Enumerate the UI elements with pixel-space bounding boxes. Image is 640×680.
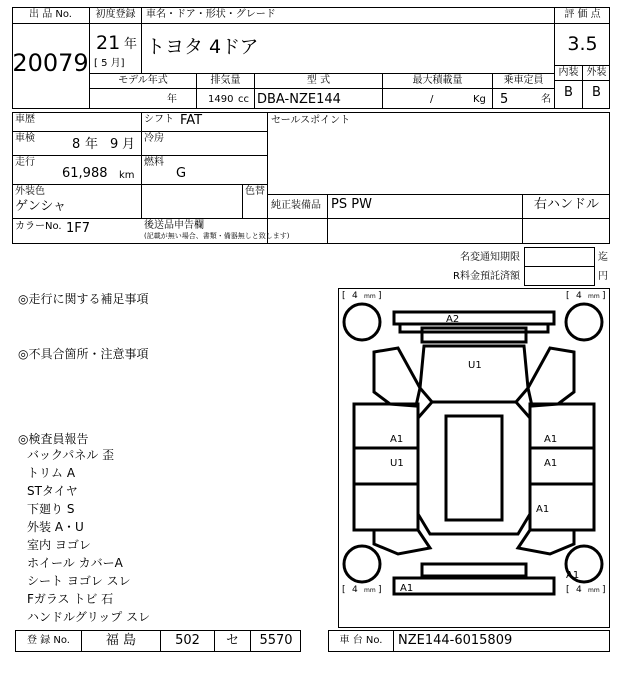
inspection-year-unit: 年 (85, 137, 99, 152)
genuine-equip-label: 純正装備品 (271, 200, 321, 211)
tire-front-left (344, 304, 380, 340)
defect-notes-title: ◎不具合箇所・注意事項 (18, 347, 149, 361)
inspector-line: ハンドルグリップ スレ (27, 610, 151, 624)
mark-hood: U1 (468, 360, 482, 371)
name-change-field (524, 247, 595, 267)
divider (554, 23, 610, 24)
tire-fr-open: [ (566, 291, 570, 301)
color-change-label: 色替 (245, 186, 265, 197)
tire-fl-unit: mm (364, 293, 376, 300)
max-load-label: 最大積載量 (412, 75, 463, 86)
shift-label: シフト (144, 114, 174, 125)
car-condition-diagram (338, 288, 610, 628)
tire-rr-depth: 4 (576, 585, 582, 595)
mileage: 61,988 (62, 166, 108, 181)
mark-left-front-fender: A1 (390, 434, 404, 445)
inspection-label: 車検 (15, 133, 35, 144)
tire-fl-close: ] (378, 291, 382, 301)
divider (267, 194, 610, 195)
mark-rear-bumper-left: A1 (400, 583, 414, 594)
chassis-label: 車 台 No. (339, 635, 383, 646)
first-reg-label: 初度登録 (95, 9, 136, 20)
mark-front-bumper: A2 (446, 314, 460, 325)
car-name: トヨタ 4ドア (146, 36, 259, 58)
capacity: 5 (500, 92, 509, 107)
inspector-line: Fガラス トビ 石 (27, 592, 114, 606)
genuine-equip: PS PW (331, 197, 372, 212)
exterior-grade: B (592, 85, 601, 100)
color-no: 1F7 (66, 221, 91, 236)
exterior-label: 外装 (586, 67, 607, 78)
ext-color: ゲンシャ (15, 199, 67, 214)
inspection-month-unit: 月 (122, 137, 136, 152)
model-year-unit: 年 (167, 94, 177, 105)
reg-number: 5570 (259, 633, 293, 648)
handle: 右ハンドル (533, 197, 599, 212)
inspector-line: STタイヤ (27, 484, 78, 498)
tire-rl-close: ] (378, 585, 382, 595)
inspection-month: 9 (110, 137, 119, 152)
tire-rl-open: [ (342, 585, 346, 595)
divider (242, 184, 243, 218)
reg-no-label: 登 録 No. (27, 635, 70, 646)
max-load-slash: / (430, 94, 434, 105)
inspector-line: トリム A (27, 466, 76, 480)
tire-rr-close: ] (602, 585, 606, 595)
capacity-label: 乗車定員 (503, 75, 544, 86)
tire-rl-unit: mm (364, 587, 376, 594)
tire-fl-label: [ (342, 291, 346, 301)
driving-notes-title: ◎走行に関する補足事項 (18, 292, 149, 306)
max-load-unit: Kg (473, 94, 486, 105)
divider (12, 218, 610, 219)
tire-rl-depth: 4 (352, 585, 358, 595)
divider (12, 184, 267, 185)
tire-front-right (566, 304, 602, 340)
interior-label: 内装 (558, 67, 579, 78)
model-year-label: モデル年式 (118, 75, 168, 86)
divider (327, 194, 328, 244)
tire-rear-left (344, 546, 380, 582)
lot-no-label: 出 品 No. (29, 9, 72, 20)
tire-rr-unit: mm (588, 587, 600, 594)
aircon-label: 冷房 (144, 133, 164, 144)
displacement: 1490 (208, 94, 234, 105)
tire-fr-unit: mm (588, 293, 600, 300)
mark-left-front-door: U1 (390, 458, 404, 469)
inspector-line: 下廻り S (27, 502, 75, 516)
divider (12, 131, 267, 132)
model-label: 型 式 (306, 75, 331, 86)
divider (89, 88, 554, 89)
inspector-line: シート ヨゴレ スレ (27, 574, 131, 588)
fuel: G (176, 166, 187, 181)
name-change-unit: 迄 (598, 252, 608, 263)
mark-right-front-fender: A1 (544, 434, 558, 445)
divider (12, 155, 267, 156)
r-fee-unit: 円 (598, 271, 608, 282)
first-reg-year: 21 (96, 32, 121, 54)
inspector-report-title: ◎検査員報告 (18, 432, 89, 446)
tire-fl-depth: 4 (352, 291, 358, 301)
tire-rr-open: [ (566, 585, 570, 595)
shift: FAT (180, 113, 203, 128)
mileage-label: 走行 (15, 157, 35, 168)
inspector-line: バックパネル 歪 (27, 448, 115, 462)
car-name-label: 車名・ドア・形状・グレード (146, 9, 276, 20)
displacement-label: 排気量 (210, 75, 241, 86)
r-fee-field (524, 266, 595, 286)
inspection-year: 8 (72, 137, 81, 152)
displacement-unit: cc (238, 94, 249, 105)
first-reg-month: [ 5 月] (94, 58, 125, 69)
model: DBA-NZE144 (257, 92, 341, 107)
mileage-unit: km (119, 170, 135, 181)
interior-grade: B (564, 85, 573, 100)
ext-color-label: 外装色 (15, 186, 45, 197)
divider (267, 112, 268, 244)
tire-fr-depth: 4 (576, 291, 582, 301)
capacity-unit: 名 (541, 94, 551, 105)
divider (89, 73, 554, 74)
score: 3.5 (567, 33, 598, 55)
divider (12, 23, 141, 24)
mark-right-rear-door: A1 (536, 504, 550, 515)
lot-no: 20079 (12, 49, 89, 77)
color-no-label: カラーNo. (15, 221, 62, 232)
inspector-line: 室内 ヨゴレ (27, 538, 91, 552)
divider (141, 112, 142, 218)
name-change-label: 名変通知期限 (460, 252, 520, 263)
reg-class: 502 (175, 633, 200, 648)
inspector-line: 外装 A・U (27, 520, 84, 534)
score-label: 評 価 点 (564, 9, 601, 20)
fuel-label: 燃料 (144, 157, 164, 168)
mark-rear-bumper-right: A1 (566, 570, 580, 581)
divider (141, 23, 554, 24)
docs-note: (記載が無い場合、書類・備器無しと致します) (144, 232, 290, 240)
docs-label: 後送品申告欄 (144, 220, 204, 231)
reg-kana: セ (225, 633, 239, 648)
first-reg-year-unit: 年 (124, 37, 138, 52)
divider (141, 7, 142, 73)
tire-fr-close: ] (602, 291, 606, 301)
divider (393, 630, 394, 652)
sales-point-label: セールスポイント (271, 115, 351, 126)
inspector-line: ホイール カバーA (27, 556, 123, 570)
reg-place: 福 島 (105, 633, 137, 648)
mark-right-front-door: A1 (544, 458, 558, 469)
chassis-no: NZE144-6015809 (398, 633, 513, 648)
history-label: 車歴 (15, 114, 35, 125)
r-fee-label: R料金預託済額 (453, 271, 520, 282)
